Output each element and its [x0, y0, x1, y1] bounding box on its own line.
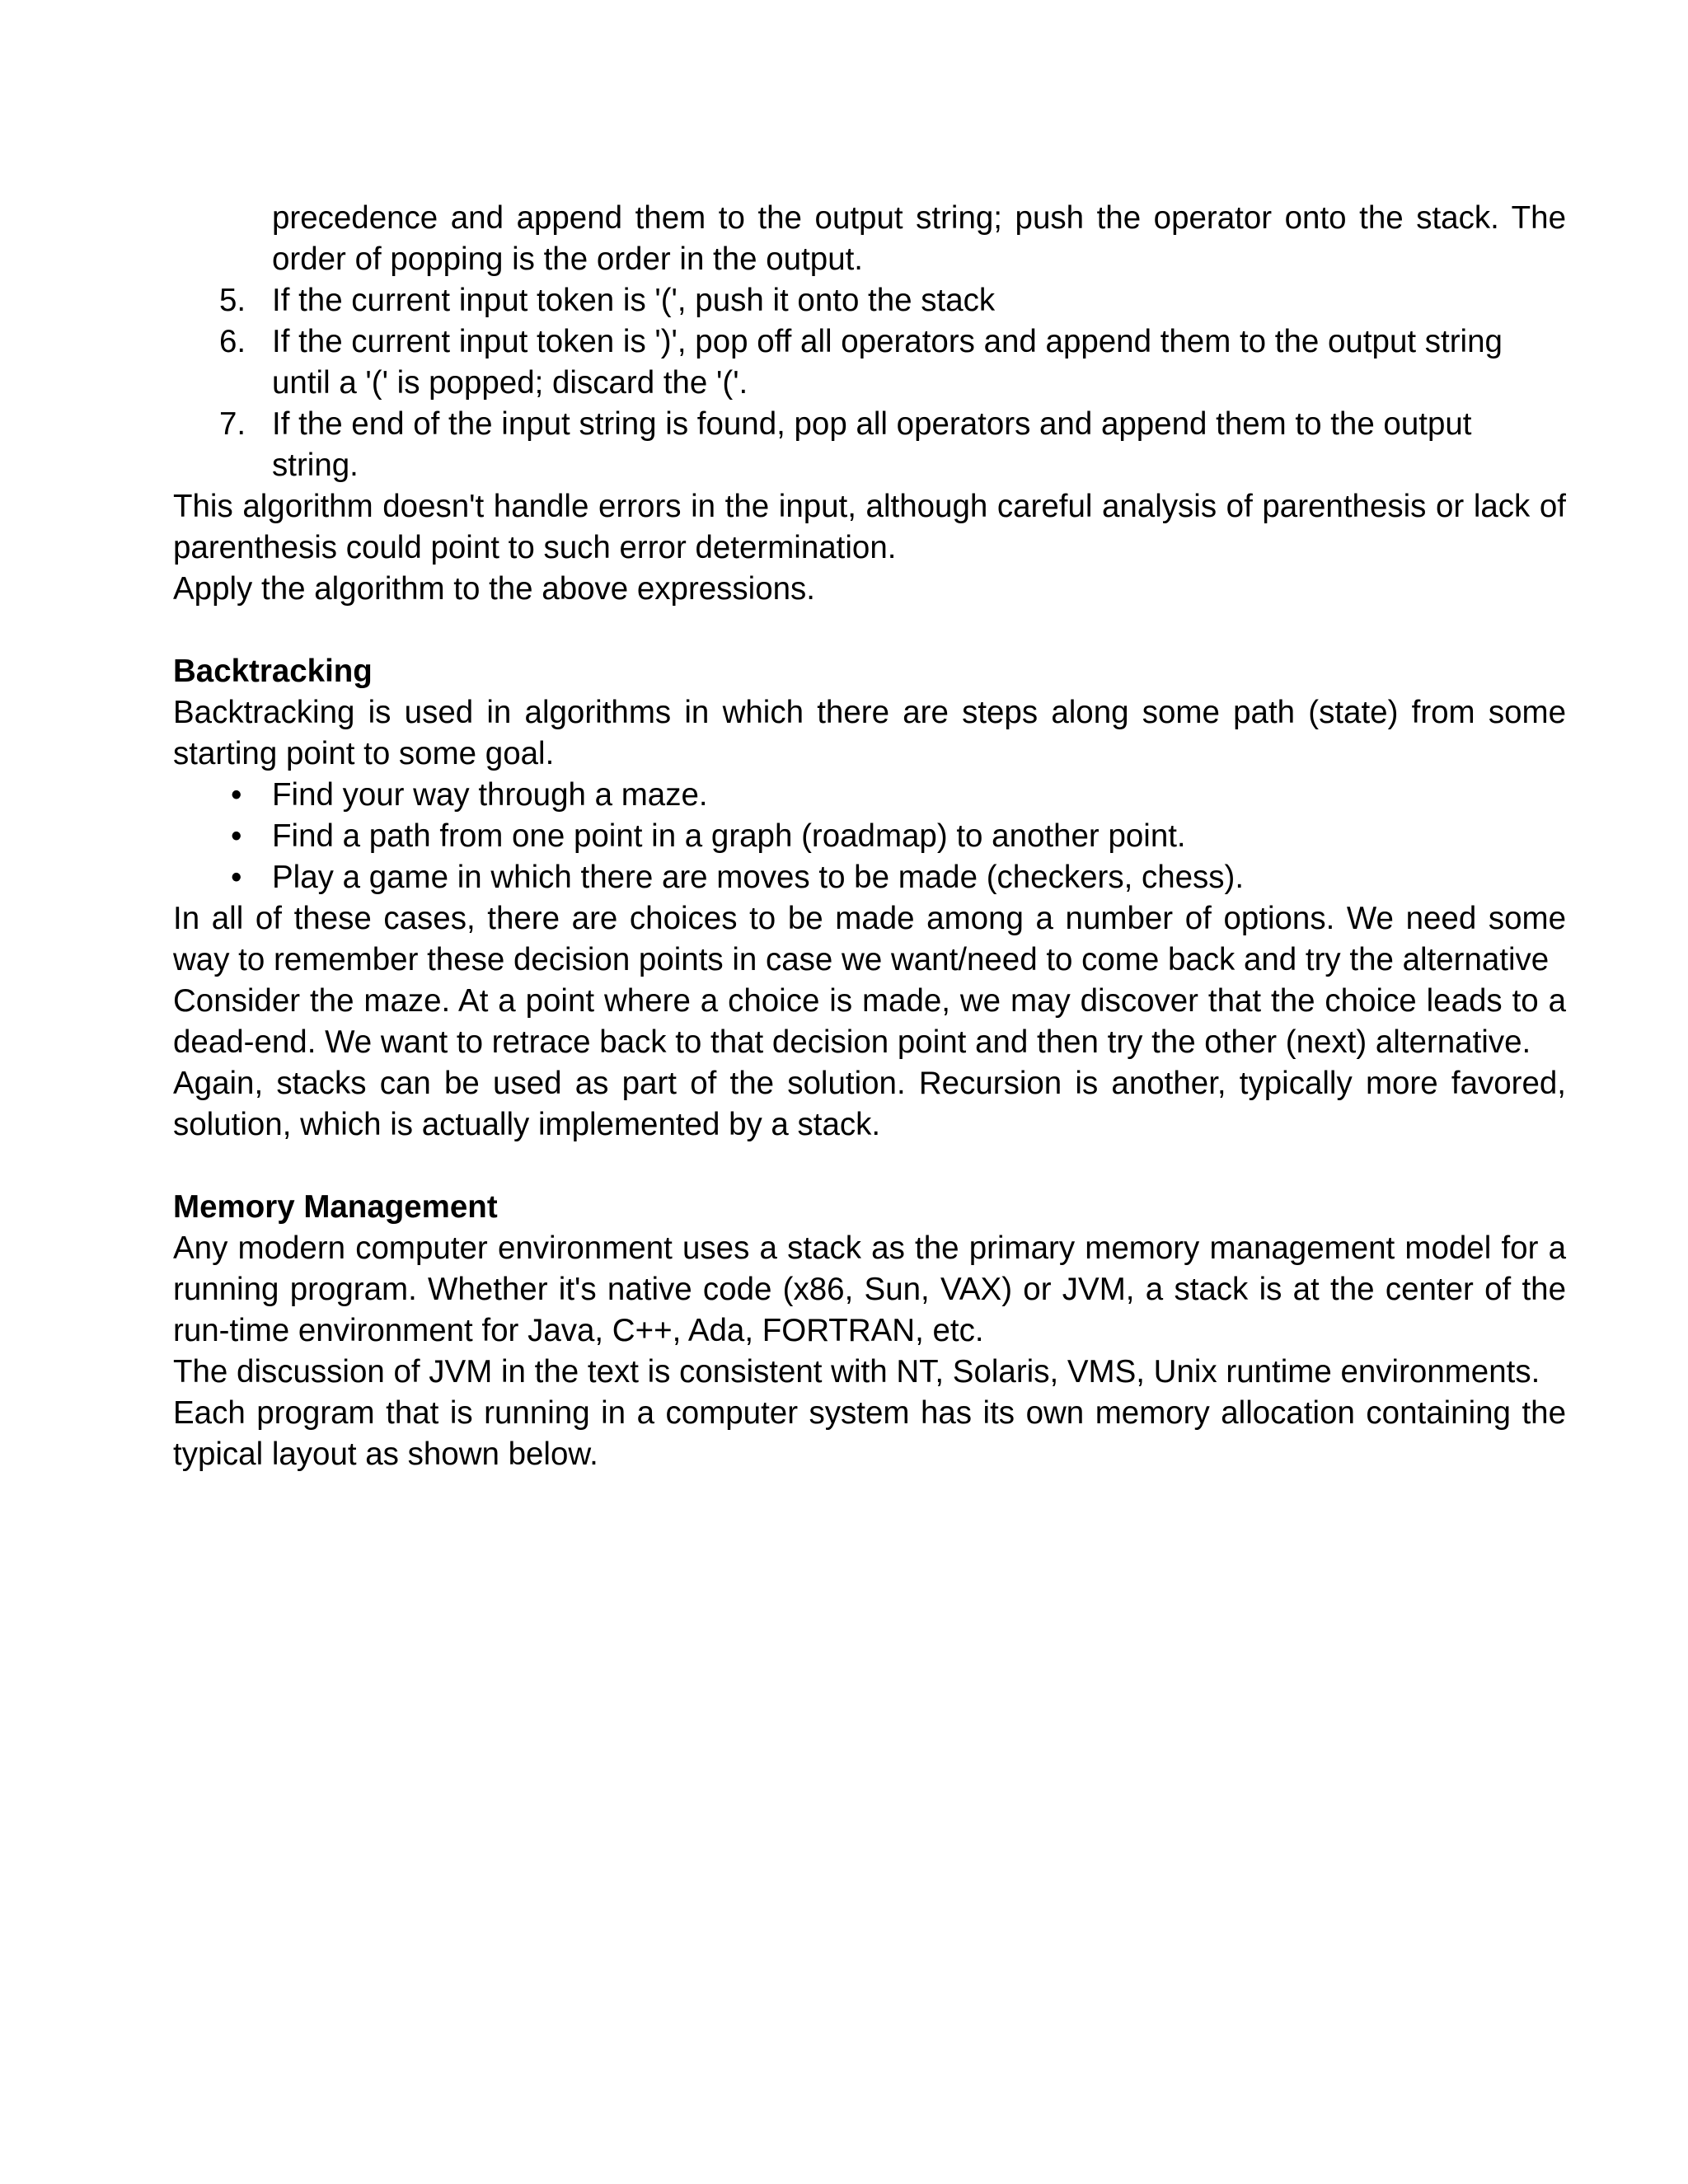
backtracking-paragraph: Again, stacks can be used as part of the solution. Recursion is another, typically more favored, solution, which is actually implemented by a stack.	[173, 1066, 1566, 1142]
document-page	[173, 198, 1566, 1475]
list-item	[173, 404, 1566, 486]
step-text: If the end of the input string is found, pop all operators and append them to the output string.	[272, 406, 1472, 483]
memory-heading: Memory Management	[173, 1189, 498, 1225]
backtracking-heading: Backtracking	[173, 654, 373, 689]
backtracking-examples	[173, 775, 1566, 898]
list-item: • Play a game in which there are moves to be made (checkers, chess).	[173, 857, 1566, 898]
memory-paragraph: The discussion of JVM in the text is consistent with NT, Solaris, VMS, Unix runtime environments.	[173, 1354, 1540, 1390]
backtracking-intro: Backtracking is used in algorithms in which there are steps along some path (state) from some starting point to some goal.	[173, 695, 1566, 771]
list-item	[173, 321, 1566, 404]
continuation-text: precedence and append them to the output string; push the operator onto the stack. The order of popping is the order in the output.	[272, 200, 1566, 277]
step-text: If the current input token is '(', push it onto the stack	[272, 283, 996, 318]
memory-paragraph: Any modern computer environment uses a stack as the primary memory management model for a running program. Whether it's native code (x86, Sun, VAX) or JVM, a stack is at the center of the run-time environment for Java, C++, Ada, FORTRAN, etc.	[173, 1230, 1566, 1348]
memory-paragraph: Each program that is running in a computer system has its own memory allocation containing the typical layout as shown below.	[173, 1395, 1566, 1472]
algorithm-steps	[173, 280, 1566, 486]
list-item: • Find a path from one point in a graph (roadmap) to another point.	[173, 816, 1566, 857]
step-number: 7.	[219, 406, 246, 442]
list-item: • Find your way through a maze.	[173, 775, 1566, 816]
backtracking-paragraph: Consider the maze. At a point where a choice is made, we may discover that the choice leads to a dead-end. We want to retrace back to that decision point and then try the other (next) alternative.	[173, 983, 1566, 1060]
algorithm-note: This algorithm doesn't handle errors in the input, although careful analysis of parenthesis or lack of parenthesis could point to such error determination.	[173, 489, 1566, 565]
step-number: 5.	[219, 283, 246, 318]
backtracking-paragraph: In all of these cases, there are choices to be made among a number of options. We need some way to remember these decision points in case we want/need to come back and try the alternative	[173, 901, 1566, 977]
step-text: If the current input token is ')', pop off all operators and append them to the output string until a '(' is popped; discard the '('.	[272, 324, 1503, 401]
list-item	[173, 280, 1566, 321]
step-number: 6.	[219, 324, 246, 359]
apply-instruction: Apply the algorithm to the above expressions.	[173, 571, 816, 607]
